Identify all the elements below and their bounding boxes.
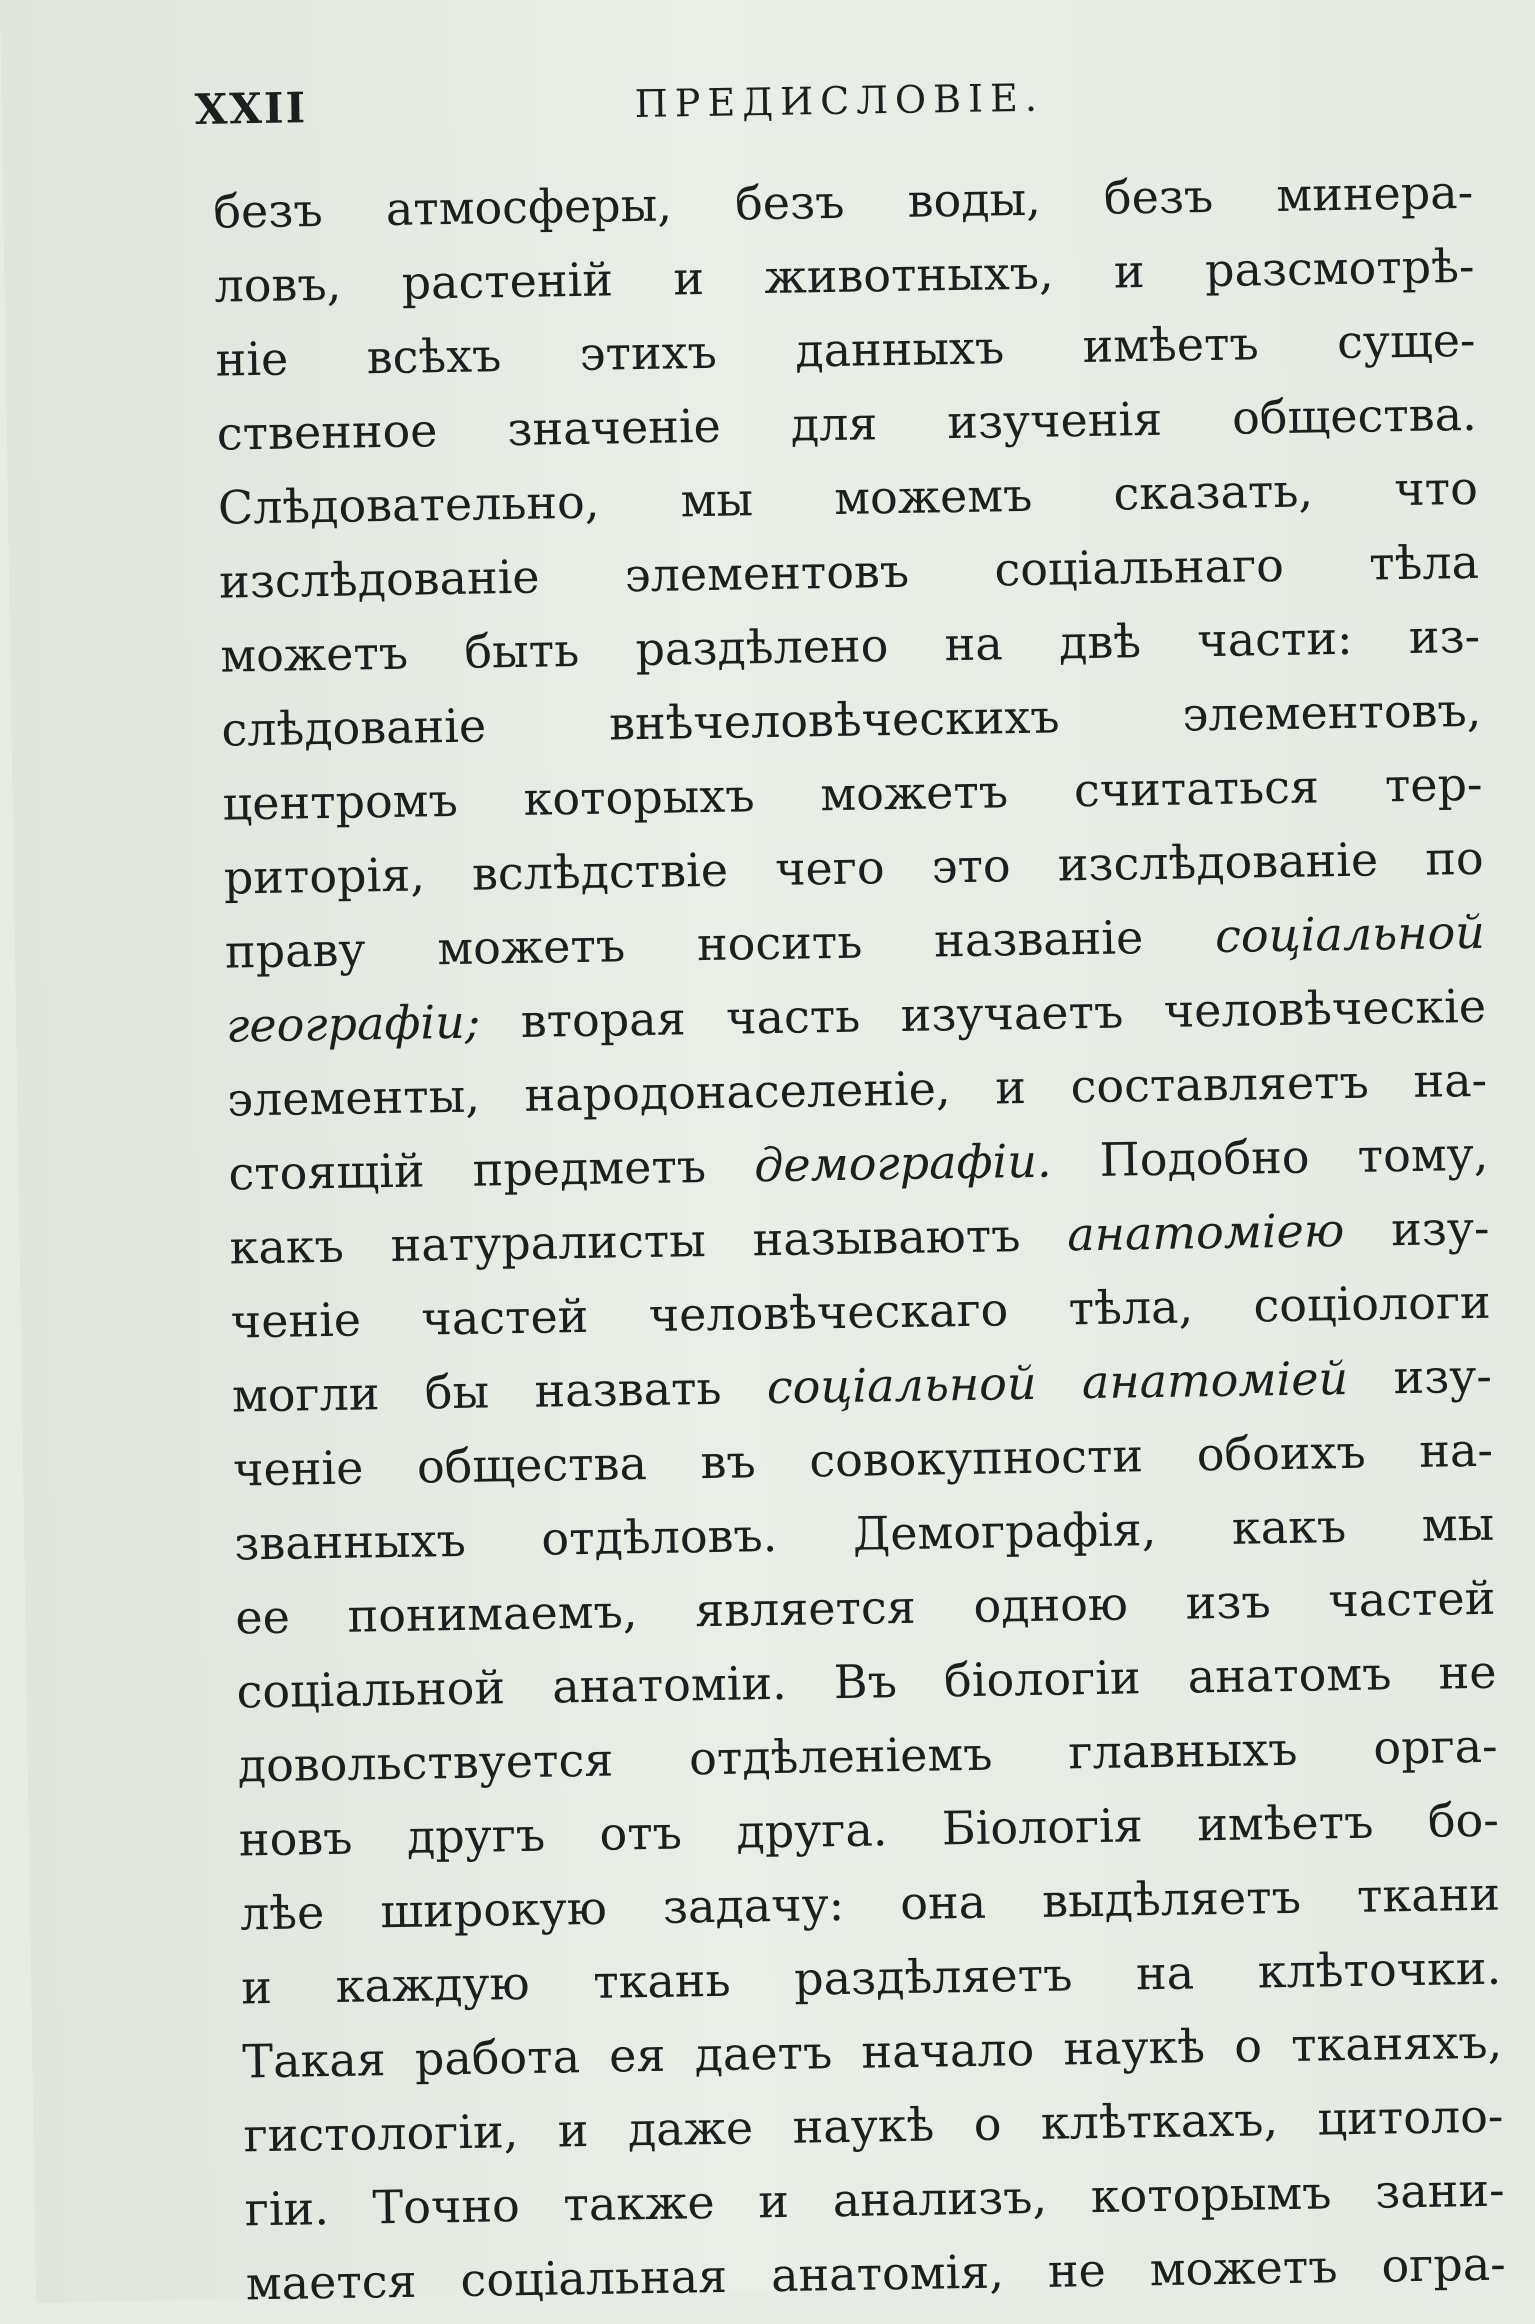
word: риторія, [223, 847, 426, 905]
word: чего [774, 840, 885, 896]
word: тер- [1384, 756, 1483, 813]
word: атмосферы, [385, 177, 673, 236]
word: данныхъ [794, 320, 1005, 378]
word: клѣточки. [1257, 1940, 1502, 1999]
word: раздѣлено [635, 618, 889, 677]
word: назвать [534, 1360, 722, 1418]
word: названіе [933, 910, 1144, 968]
word: анатоміи. [551, 1655, 788, 1714]
word: отдѣленіемъ [688, 1726, 993, 1786]
word: анатоміей [1081, 1350, 1349, 1410]
word: можетъ [819, 764, 1009, 822]
word: безъ [212, 182, 324, 239]
body-text [213, 155, 1507, 2321]
running-head [194, 67, 1345, 145]
word: анатомія, [770, 2244, 1005, 2303]
word: мы [1421, 1496, 1495, 1552]
word: лѣе [239, 1885, 325, 1941]
word: анализъ, [832, 2169, 1048, 2228]
word: можетъ [1149, 2239, 1338, 2297]
word: даетъ [694, 2025, 833, 2082]
word: элементовъ [624, 543, 910, 603]
word: тканяхъ, [1290, 2014, 1503, 2072]
word: общества [416, 1436, 648, 1494]
word: слѣдованіе [221, 698, 487, 757]
word: общества. [1231, 386, 1478, 445]
word: анатоміею [1066, 1203, 1345, 1262]
word: изслѣдованіе [1057, 832, 1379, 892]
word: начало [860, 2022, 1035, 2079]
word: ткани [1356, 1866, 1501, 1923]
word: Біологія [941, 1798, 1144, 1856]
word: бы [424, 1364, 490, 1420]
word: тѣла [1368, 534, 1480, 591]
word: отъ [599, 1805, 683, 1861]
word: и [557, 2103, 589, 2158]
word: ея [608, 2027, 666, 2083]
word: и [1113, 244, 1146, 299]
word: на- [1413, 1052, 1488, 1108]
word: которымъ [1090, 2165, 1332, 2224]
word: соціальнаго [994, 537, 1285, 597]
word: задачу: [662, 1876, 845, 1934]
word: наукѣ [1062, 2019, 1206, 2076]
word: клѣткахъ, [1040, 2092, 1279, 2150]
word: ченіе [232, 1440, 364, 1497]
word: бо- [1427, 1792, 1500, 1848]
word: можетъ [219, 625, 409, 683]
word: другъ [406, 1807, 546, 1864]
word: ственное [216, 403, 438, 461]
word: даже [627, 2100, 754, 2157]
word: не [1438, 1644, 1497, 1700]
word: наукѣ [792, 2097, 935, 2154]
word: можемъ [833, 467, 1033, 525]
word: какъ [229, 1218, 345, 1275]
word: гіи. [244, 2181, 330, 2237]
word: какъ [1231, 1499, 1347, 1555]
word: животныхъ, [764, 245, 1054, 305]
word: главныхъ [1067, 1721, 1298, 1780]
word: ловъ, [214, 256, 342, 313]
word: считаться [1073, 759, 1320, 818]
word: тому, [1357, 1126, 1489, 1183]
word: довольствуется [237, 1732, 614, 1793]
word: что [1393, 460, 1479, 517]
word: географіи; [225, 994, 481, 1053]
word: понимаемъ, [347, 1584, 638, 1643]
word: быть [463, 622, 580, 679]
word: изслѣдованіе [218, 549, 540, 609]
word: мы [680, 472, 754, 528]
word: Демографія, [852, 1502, 1157, 1561]
word: мается [245, 2253, 417, 2311]
word: въ [700, 1434, 757, 1490]
word: изъ [1185, 1574, 1272, 1630]
word: изу- [1390, 1200, 1490, 1257]
word: соціальная [460, 2248, 728, 2308]
word: орга- [1372, 1718, 1498, 1775]
word: вслѣдствіе [471, 842, 729, 901]
word: на [1135, 1945, 1195, 2001]
word: разсмотрѣ- [1204, 238, 1475, 298]
word: центромъ [222, 772, 459, 831]
word: она [899, 1874, 987, 1931]
word: имѣетъ [1196, 1794, 1374, 1852]
word: составляетъ [1070, 1054, 1370, 1114]
word: минера- [1275, 164, 1474, 222]
word: частей [1327, 1570, 1496, 1628]
word: безъ [734, 174, 845, 231]
word: внѣчеловѣческихъ [608, 689, 1060, 751]
word: и [757, 2173, 790, 2229]
word: Такая [241, 2032, 387, 2089]
word: это [931, 838, 1012, 894]
word: соціальной [236, 1660, 506, 1719]
page-number: XXII [194, 83, 308, 134]
word: обоихъ [1196, 1424, 1367, 1482]
word: суще- [1336, 312, 1476, 370]
word: на [944, 616, 1004, 672]
word: соціальной [766, 1355, 1037, 1415]
word: элементы, [226, 1068, 481, 1127]
word: раздѣляетъ [793, 1947, 1073, 2006]
word: изученія [946, 391, 1163, 450]
word: носить [696, 914, 863, 972]
word: одною [973, 1576, 1129, 1633]
word: для [790, 396, 878, 452]
word: элементовъ, [1182, 682, 1482, 742]
word: двѣ [1058, 614, 1142, 670]
word: гистологіи, [243, 2104, 519, 2163]
word: друга. [735, 1802, 888, 1859]
word: и [240, 1959, 273, 2015]
word: біологіи [943, 1650, 1141, 1708]
word: Подобно [1099, 1129, 1310, 1187]
word: по [1424, 830, 1485, 886]
word: Слѣдовательно, [217, 474, 600, 535]
word: часть [725, 988, 861, 1045]
word: на- [1418, 1422, 1494, 1478]
word: Въ [833, 1654, 898, 1710]
word: ніе [215, 331, 289, 387]
word: из- [1408, 608, 1481, 664]
word: зани- [1374, 2162, 1505, 2219]
word: званныхъ [233, 1512, 467, 1571]
word: называютъ [752, 1208, 1021, 1267]
word: значеніе [506, 398, 722, 457]
word: соціологи [1253, 1274, 1492, 1333]
word: имѣетъ [1082, 316, 1260, 374]
word: и [672, 250, 705, 306]
word: этихъ [579, 324, 718, 381]
word: является [694, 1579, 917, 1638]
word: тѣла, [1068, 1279, 1194, 1336]
word: воды, [907, 171, 1042, 228]
word: можетъ [436, 918, 626, 976]
word: ее [235, 1589, 291, 1645]
word: огра- [1381, 2236, 1507, 2293]
word: о [973, 2096, 1002, 2151]
word: изучаетъ [900, 984, 1124, 1042]
word: и [994, 1060, 1027, 1115]
word: Точно [372, 2178, 521, 2235]
word: отдѣловъ. [540, 1507, 778, 1566]
word: праву [224, 922, 366, 979]
word: каждую [335, 1955, 530, 2013]
word: вторая [520, 991, 687, 1048]
word: человѣческіе [1163, 978, 1487, 1038]
word: растеній [401, 252, 614, 310]
word: широкую [379, 1880, 608, 1939]
word: соціальной [1214, 904, 1486, 964]
word: о [1233, 2018, 1263, 2073]
word: стоящій [228, 1143, 425, 1201]
word: частей [420, 1288, 589, 1346]
word: изу- [1393, 1348, 1493, 1405]
word: не [1047, 2242, 1107, 2298]
word: анатомъ [1187, 1646, 1392, 1704]
word: также [562, 2175, 715, 2232]
word: работа [414, 2029, 581, 2086]
word: ченіе [230, 1292, 362, 1349]
word: новъ [238, 1810, 353, 1867]
word: части: [1196, 610, 1353, 668]
word: народонаселеніе, [524, 1061, 951, 1122]
word: натуралисты [390, 1213, 707, 1273]
word: человѣческаго [648, 1282, 1009, 1342]
word: ткань [592, 1952, 731, 2009]
word: совокупности [808, 1428, 1144, 1488]
word: демографіи. [753, 1133, 1052, 1193]
page-header-title: ПРЕДИСЛОВІЕ. [634, 75, 1045, 127]
word: всѣхъ [366, 328, 502, 385]
word: которыхъ [523, 768, 755, 826]
word: цитоло- [1317, 2088, 1504, 2146]
word: безъ [1103, 168, 1214, 225]
word: сказать, [1113, 463, 1314, 521]
word: предметъ [472, 1139, 707, 1197]
word: могли [231, 1366, 380, 1423]
word: выдѣляетъ [1041, 1869, 1302, 1928]
